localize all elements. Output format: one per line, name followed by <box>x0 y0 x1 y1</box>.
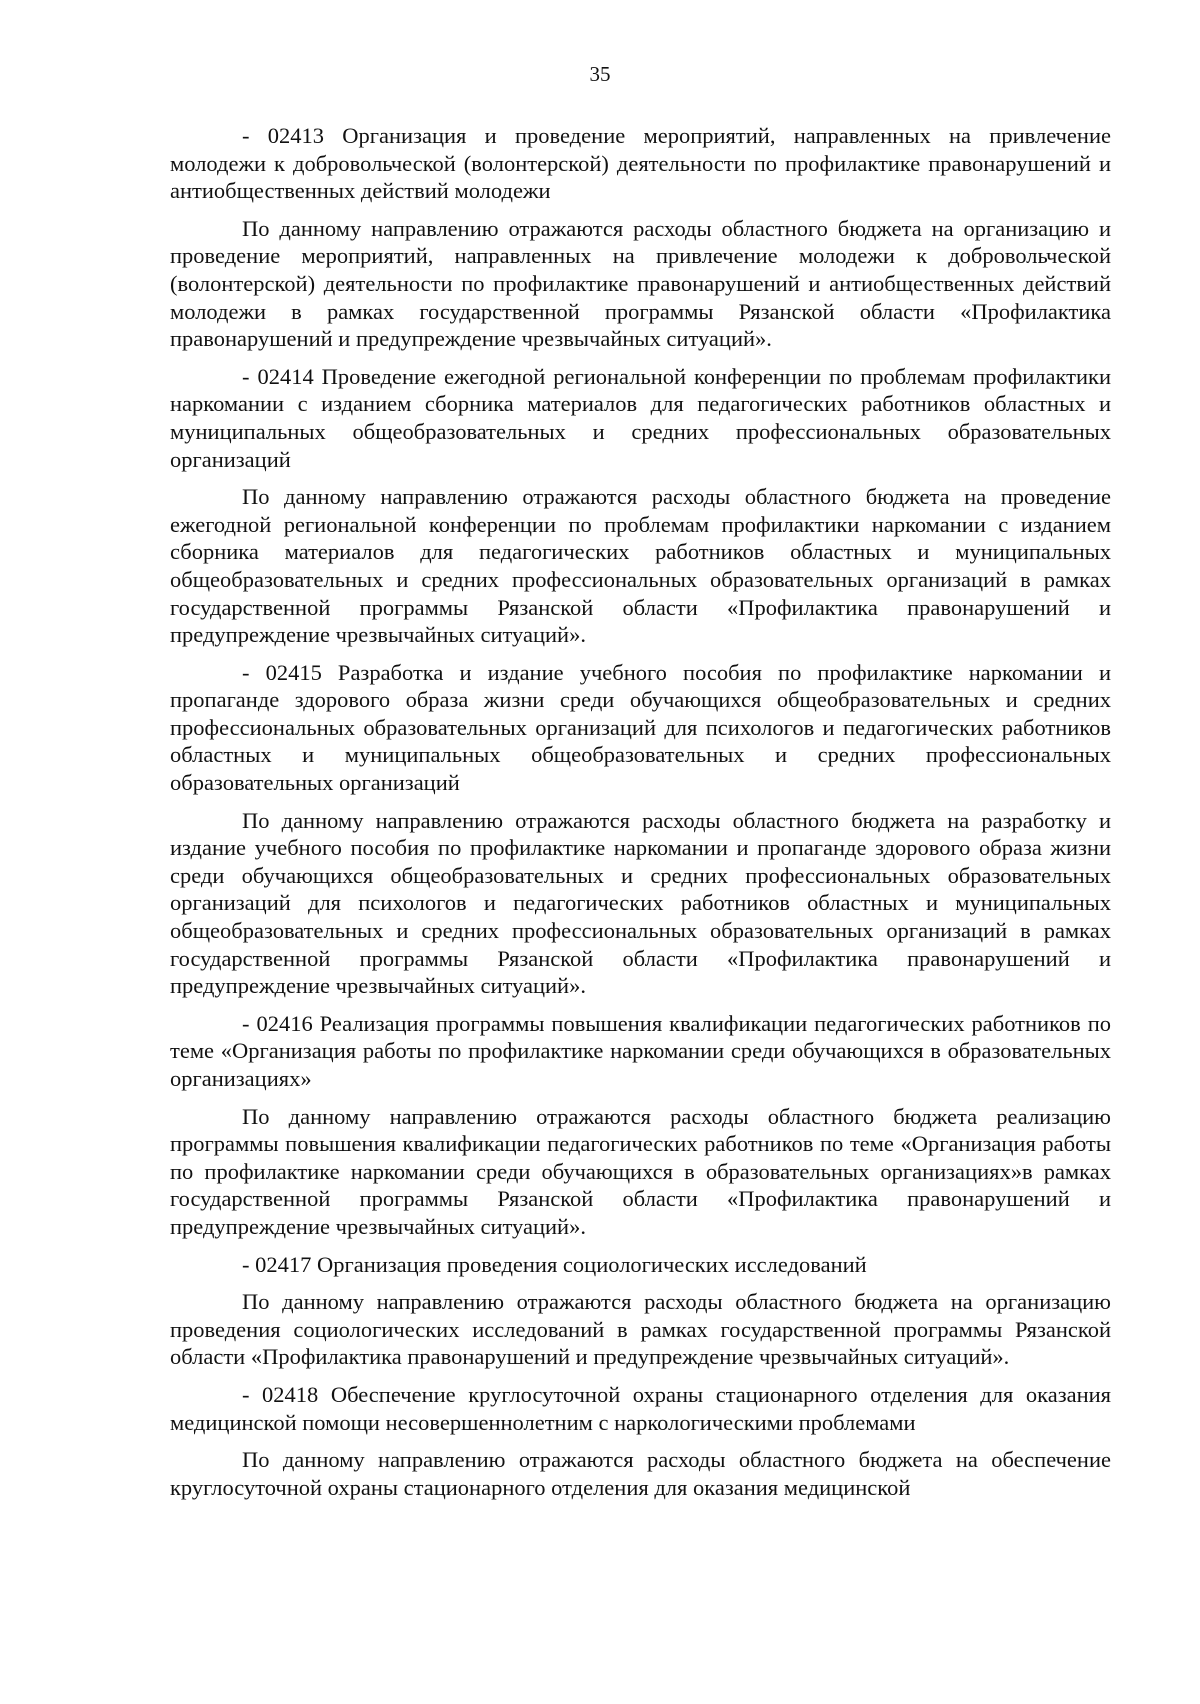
section-description-02418: По данному направлению отражаются расходы областного бюджета на обеспечение круглосуточной охраны стационарного отделения для оказания медицинской <box>170 1447 1111 1500</box>
section-description-02417: По данному направлению отражаются расходы областного бюджета на организацию проведения социологических исследований в рамках государственной программы Рязанской области «Профилактика правонарушений и предупреждение чрезвычайных ситуаций». <box>170 1289 1111 1370</box>
document-body <box>170 122 1111 1501</box>
section-description-02416: По данному направлению отражаются расходы областного бюджета реализацию программы повышения квалификации педагогических работников по теме «Организация работы по профилактике наркомании среди обучающихся в образовательных организациях»в рамках государственной программы Рязанской области «Профилактика правонарушений и предупреждение чрезвычайных ситуаций». <box>170 1103 1111 1239</box>
section-heading-02415: - 02415 Разработка и издание учебного пособия по профилактике наркомании и пропаганде здорового образа жизни среди обучающихся общеобразовательных и средних профессиональных образовательных организаций для психологов и педагогических работников областных и муниципальных общеобразовательных и средних профессиональных образовательных организаций <box>170 659 1111 796</box>
section-heading-02418: - 02418 Обеспечение круглосуточной охраны стационарного отделения для оказания медицинской помощи несовершеннолетним с наркологическими проблемами <box>170 1381 1111 1435</box>
section-heading-02413: - 02413 Организация и проведение мероприятий, направленных на привлечение молодежи к добровольческой (волонтерской) деятельности по профилактике правонарушений и антиобщественных действий молодежи <box>170 123 1111 204</box>
section-description-02415: По данному направлению отражаются расходы областного бюджета на разработку и издание учебного пособия по профилактике наркомании и пропаганде здорового образа жизни среди обучающихся общеобразовательных и средних профессиональных образовательных организаций для психологов и педагогических работников областных и муниципальных общеобразовательных и средних профессиональных образовательных организаций в рамках государственной программы Рязанской области «Профилактика правонарушений и предупреждение чрезвычайных ситуаций». <box>170 807 1111 999</box>
section-description-02414: По данному направлению отражаются расходы областного бюджета на проведение ежегодной региональной конференции по проблемам профилактики наркомании с изданием сборника материалов для педагогических работников областных и муниципальных общеобразовательных и средних профессиональных образовательных организаций в рамках государственной программы Рязанской области «Профилактика правонарушений и предупреждение чрезвычайных ситуаций». <box>170 484 1111 648</box>
section-heading-02414: - 02414 Проведение ежегодной региональной конференции по проблемам профилактики наркомании с изданием сборника материалов для педагогических работников областных и муниципальных общеобразовательных и средних профессиональных образовательных организаций <box>170 363 1111 472</box>
section-description-02413: По данному направлению отражаются расходы областного бюджета на организацию и проведение мероприятий, направленных на привлечение молодежи к добровольческой (волонтерской) деятельности по профилактике правонарушений и антиобщественных действий молодежи в рамках государственной программы Рязанской области «Профилактика правонарушений и предупреждение чрезвычайных ситуаций». <box>170 215 1111 352</box>
section-heading-02416: - 02416 Реализация программы повышения квалификации педагогических работников по теме «Организация работы по профилактике наркомании среди обучающихся в образовательных организациях» <box>170 1010 1111 1091</box>
page-number: 35 <box>589 62 611 86</box>
section-heading-02417: - 02417 Организация проведения социологических исследований <box>242 1251 867 1277</box>
